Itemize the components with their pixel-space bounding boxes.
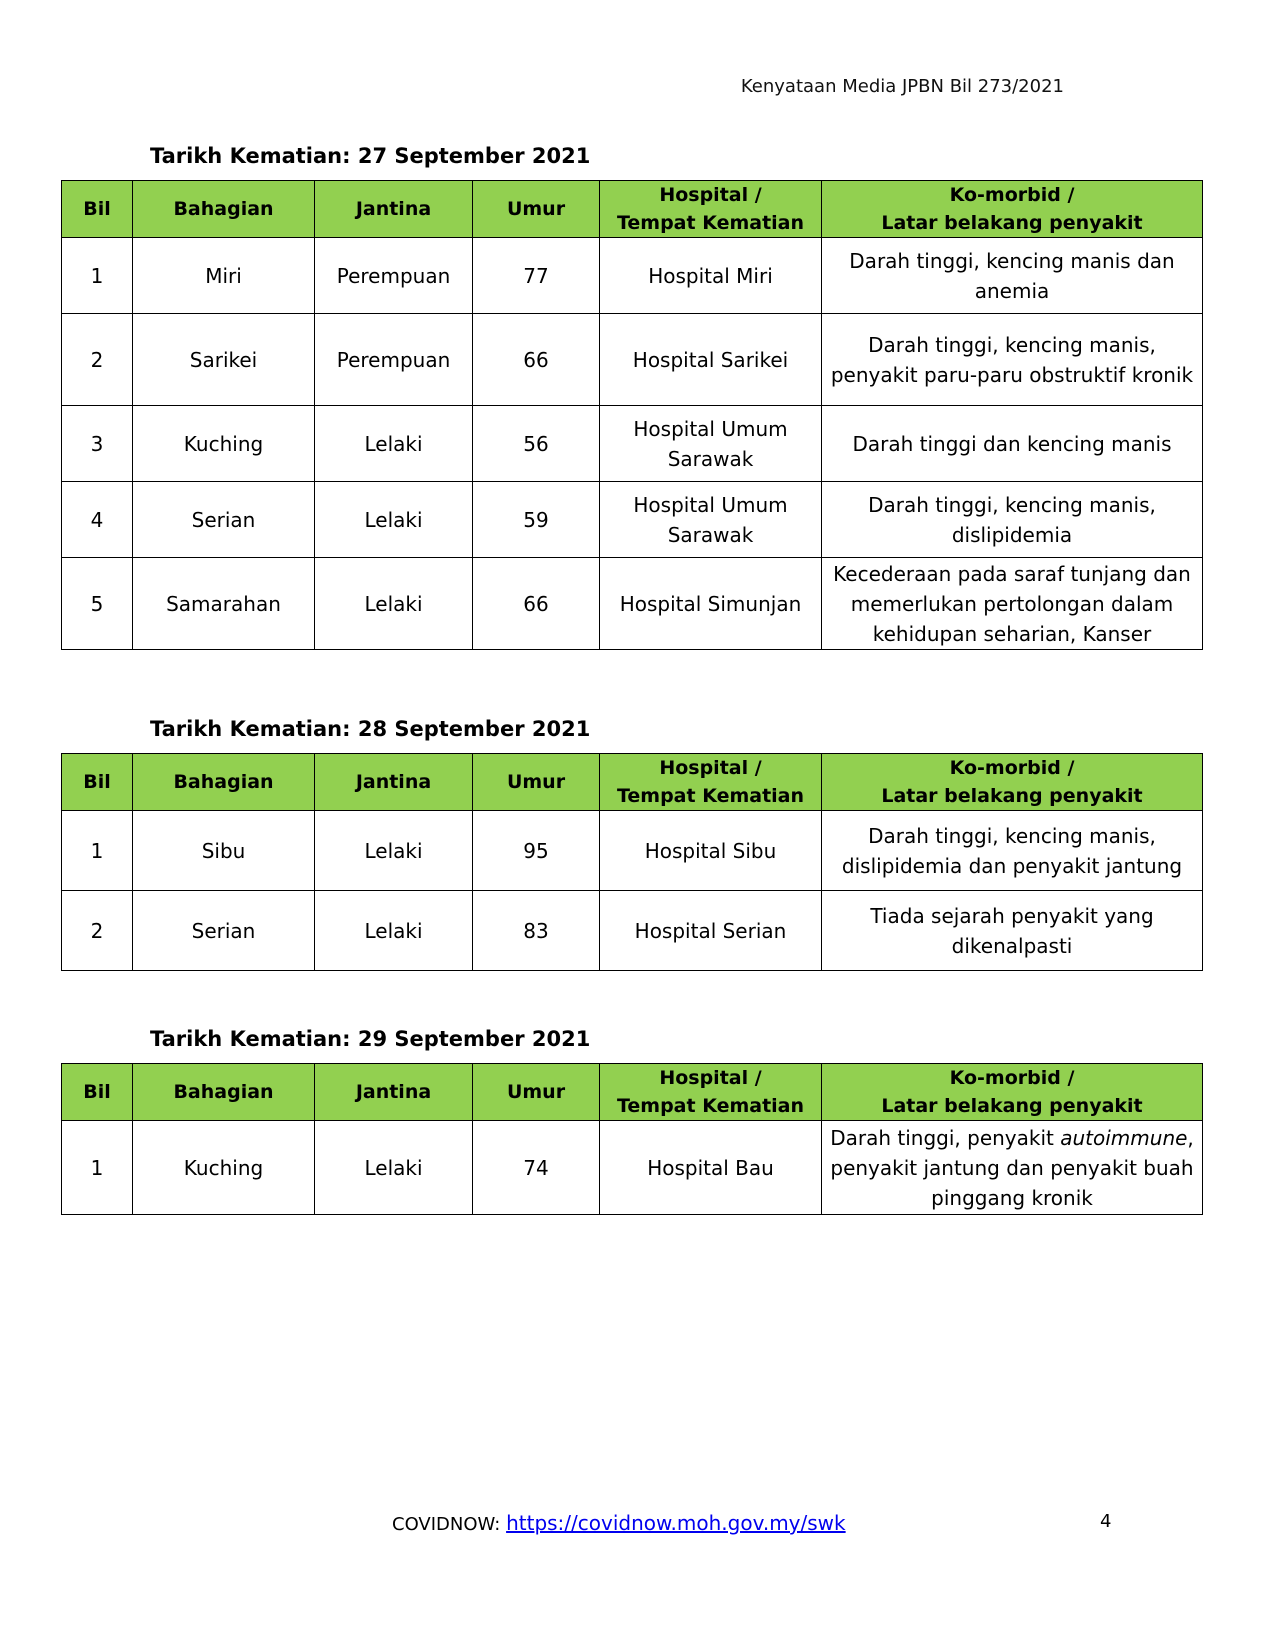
cell-bahagian: Kuching [133, 406, 315, 482]
cell-bahagian: Kuching [133, 1121, 315, 1215]
header-bil: Bil [62, 181, 133, 238]
cell-hospital: Hospital Sibu [600, 811, 822, 891]
table-row [62, 238, 1203, 314]
covidnow-link[interactable]: https://covidnow.moh.gov.my/swk [506, 1511, 846, 1535]
cell-jantina: Lelaki [315, 811, 473, 891]
header-hospital: Hospital / Tempat Kematian [600, 181, 822, 238]
cell-bil: 1 [62, 238, 133, 314]
cell-umur: 95 [473, 811, 600, 891]
deaths-table [61, 753, 1203, 971]
header-jantina: Jantina [315, 1064, 473, 1121]
cell-jantina: Perempuan [315, 238, 473, 314]
footer-covidnow [392, 1511, 846, 1535]
cell-jantina: Perempuan [315, 314, 473, 406]
header-jantina: Jantina [315, 181, 473, 238]
table-row [62, 406, 1203, 482]
header-jantina: Jantina [315, 754, 473, 811]
header-hospital: Hospital / Tempat Kematian [600, 754, 822, 811]
cell-jantina: Lelaki [315, 1121, 473, 1215]
table-row [62, 558, 1203, 650]
cell-komorbid: Kecederaan pada saraf tunjang dan memerlukan pertolongan dalam kehidupan seharian, Kanser [822, 558, 1203, 650]
cell-bahagian: Samarahan [133, 558, 315, 650]
table-row [62, 1121, 1203, 1215]
table-header-row [62, 754, 1203, 811]
cell-bil: 4 [62, 482, 133, 558]
cell-komorbid: Darah tinggi, kencing manis, dislipidemia [822, 482, 1203, 558]
cell-umur: 83 [473, 891, 600, 971]
cell-komorbid: Darah tinggi, kencing manis dan anemia [822, 238, 1203, 314]
cell-komorbid: Darah tinggi, penyakit autoimmune, penyakit jantung dan penyakit buah pinggang kronik [822, 1121, 1203, 1215]
cell-bahagian: Miri [133, 238, 315, 314]
cell-hospital: Hospital Bau [600, 1121, 822, 1215]
header-bahagian: Bahagian [133, 1064, 315, 1121]
header-bahagian: Bahagian [133, 181, 315, 238]
header-hospital: Hospital / Tempat Kematian [600, 1064, 822, 1121]
section-title: Tarikh Kematian: 27 September 2021 [150, 144, 591, 168]
footer-label: COVIDNOW: [392, 1514, 507, 1535]
cell-umur: 77 [473, 238, 600, 314]
table-row [62, 482, 1203, 558]
header-komorbid: Ko-morbid / Latar belakang penyakit [822, 754, 1203, 811]
cell-umur: 66 [473, 314, 600, 406]
section-title: Tarikh Kematian: 28 September 2021 [150, 717, 591, 741]
header-komorbid: Ko-morbid / Latar belakang penyakit [822, 181, 1203, 238]
document-header: Kenyataan Media JPBN Bil 273/2021 [740, 76, 1064, 97]
table-header-row [62, 181, 1203, 238]
cell-bil: 2 [62, 314, 133, 406]
header-bil: Bil [62, 754, 133, 811]
table-header-row [62, 1064, 1203, 1121]
cell-bil: 5 [62, 558, 133, 650]
cell-hospital: Hospital Simunjan [600, 558, 822, 650]
table-row [62, 811, 1203, 891]
cell-bil: 3 [62, 406, 133, 482]
cell-jantina: Lelaki [315, 891, 473, 971]
cell-jantina: Lelaki [315, 406, 473, 482]
header-bil: Bil [62, 1064, 133, 1121]
cell-komorbid: Tiada sejarah penyakit yang dikenalpasti [822, 891, 1203, 971]
cell-komorbid: Darah tinggi, kencing manis, dislipidemia dan penyakit jantung [822, 811, 1203, 891]
header-komorbid: Ko-morbid / Latar belakang penyakit [822, 1064, 1203, 1121]
section-title: Tarikh Kematian: 29 September 2021 [150, 1027, 591, 1051]
cell-bahagian: Sibu [133, 811, 315, 891]
cell-umur: 59 [473, 482, 600, 558]
cell-hospital: Hospital Serian [600, 891, 822, 971]
deaths-table [61, 180, 1203, 650]
deaths-table [61, 1063, 1203, 1215]
header-umur: Umur [473, 1064, 600, 1121]
cell-bahagian: Sarikei [133, 314, 315, 406]
cell-hospital: Hospital Umum Sarawak [600, 406, 822, 482]
page-number: 4 [1100, 1511, 1112, 1532]
cell-hospital: Hospital Miri [600, 238, 822, 314]
cell-hospital: Hospital Umum Sarawak [600, 482, 822, 558]
table-row [62, 314, 1203, 406]
cell-bil: 1 [62, 811, 133, 891]
cell-umur: 74 [473, 1121, 600, 1215]
cell-bil: 2 [62, 891, 133, 971]
italic-term: autoimmune [1060, 1125, 1188, 1150]
cell-bahagian: Serian [133, 482, 315, 558]
header-bahagian: Bahagian [133, 754, 315, 811]
header-umur: Umur [473, 181, 600, 238]
cell-umur: 66 [473, 558, 600, 650]
cell-hospital: Hospital Sarikei [600, 314, 822, 406]
cell-jantina: Lelaki [315, 558, 473, 650]
cell-umur: 56 [473, 406, 600, 482]
cell-jantina: Lelaki [315, 482, 473, 558]
cell-bahagian: Serian [133, 891, 315, 971]
header-umur: Umur [473, 754, 600, 811]
table-row [62, 891, 1203, 971]
cell-bil: 1 [62, 1121, 133, 1215]
cell-komorbid: Darah tinggi, kencing manis, penyakit paru-paru obstruktif kronik [822, 314, 1203, 406]
cell-komorbid: Darah tinggi dan kencing manis [822, 406, 1203, 482]
